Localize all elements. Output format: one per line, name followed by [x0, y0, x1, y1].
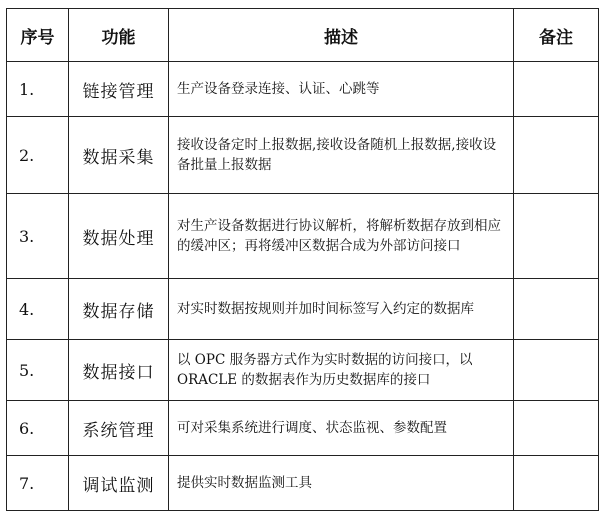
- row-description: 对生产设备数据进行协议解析，将解析数据存放到相应的缓冲区；再将缓冲区数据合成为外部访问接口: [169, 194, 514, 279]
- row-description: 生产设备登录连接、认证、心跳等: [169, 62, 514, 117]
- row-note: [514, 340, 599, 401]
- row-function: 系统管理: [69, 401, 169, 456]
- row-index: 7.: [7, 456, 69, 511]
- row-index: 5.: [7, 340, 69, 401]
- row-note: [514, 194, 599, 279]
- function-table: [6, 8, 599, 511]
- row-description: 以 OPC 服务器方式作为实时数据的访问接口，以 ORACLE 的数据表作为历史数据库的接口: [169, 340, 514, 401]
- table-row: [7, 62, 599, 117]
- row-index: 2.: [7, 117, 69, 194]
- table-row: [7, 117, 599, 194]
- row-index: 6.: [7, 401, 69, 456]
- table-row: [7, 456, 599, 511]
- row-index: 3.: [7, 194, 69, 279]
- row-note: [514, 117, 599, 194]
- row-note: [514, 401, 599, 456]
- header-function: 功能: [69, 9, 169, 62]
- row-note: [514, 62, 599, 117]
- row-description: 对实时数据按规则并加时间标签写入约定的数据库: [169, 279, 514, 340]
- row-description: 提供实时数据监测工具: [169, 456, 514, 511]
- row-description: 可对采集系统进行调度、状态监视、参数配置: [169, 401, 514, 456]
- table-row: [7, 279, 599, 340]
- header-row: [7, 9, 599, 62]
- row-index: 1.: [7, 62, 69, 117]
- row-note: [514, 456, 599, 511]
- header-description: 描述: [169, 9, 514, 62]
- row-function: 数据处理: [69, 194, 169, 279]
- table-row: [7, 194, 599, 279]
- row-note: [514, 279, 599, 340]
- row-function: 数据存储: [69, 279, 169, 340]
- row-index: 4.: [7, 279, 69, 340]
- row-description: 接收设备定时上报数据,接收设备随机上报数据,接收设备批量上报数据: [169, 117, 514, 194]
- row-function: 链接管理: [69, 62, 169, 117]
- table-row: [7, 340, 599, 401]
- header-note: 备注: [514, 9, 599, 62]
- table-row: [7, 401, 599, 456]
- row-function: 数据采集: [69, 117, 169, 194]
- row-function: 数据接口: [69, 340, 169, 401]
- row-function: 调试监测: [69, 456, 169, 511]
- header-index: 序号: [7, 9, 69, 62]
